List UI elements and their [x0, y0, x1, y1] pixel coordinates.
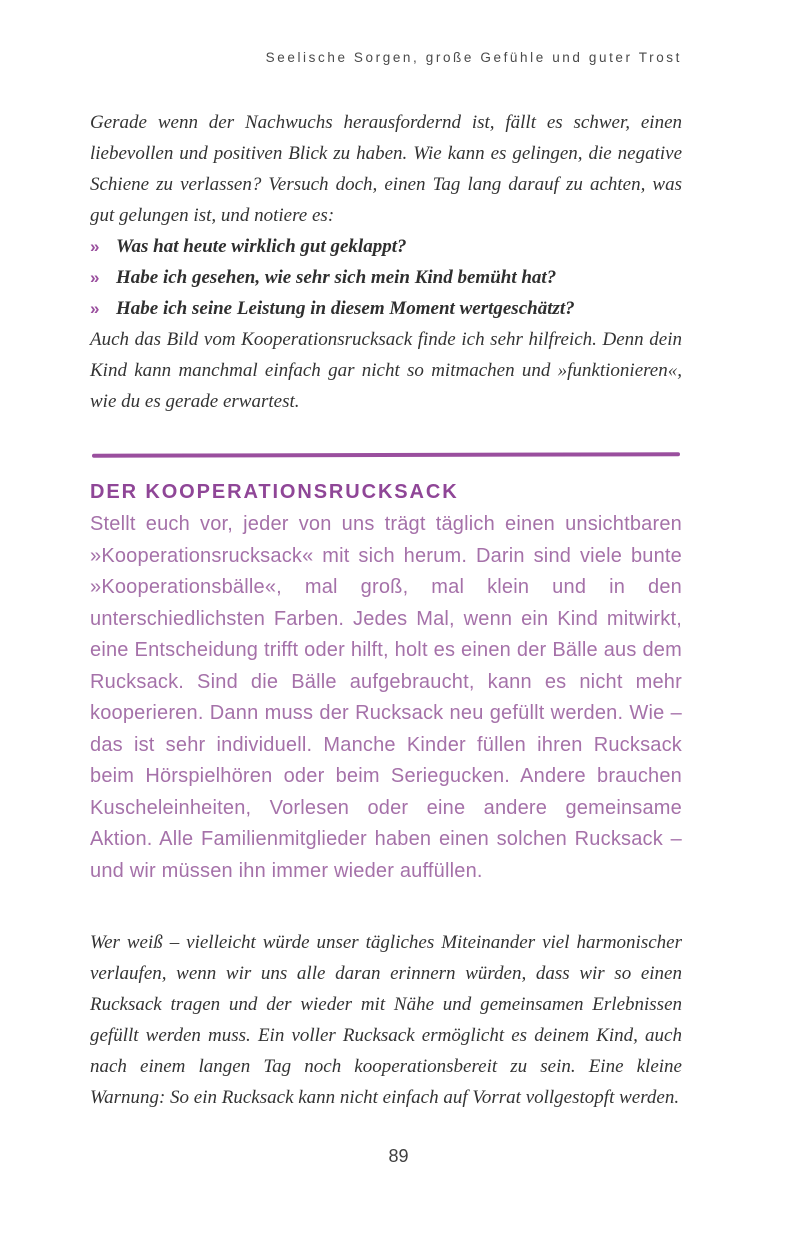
running-header: Seelische Sorgen, große Gefühle und guter Trost	[265, 50, 682, 65]
guillemet-bullet-icon: »	[90, 268, 100, 287]
guillemet-bullet-icon: »	[90, 299, 100, 318]
intro-paragraph: Gerade wenn der Nachwuchs herausfordernd ist, fällt es schwer, einen liebevollen und positiven Blick zu haben. Wie kann es gelingen, die negative Schiene zu verlassen? Versuch doch, einen Tag lang darauf zu achten, was gut gelungen ist, und notiere es:	[90, 112, 682, 226]
page-number: 89	[388, 1146, 409, 1166]
section-divider-line	[92, 452, 680, 458]
section-heading: DER KOOPERATIONSRUCKSACK	[90, 481, 459, 503]
page-content	[90, 0, 682, 1113]
question-list	[90, 231, 682, 324]
intro-closing-paragraph: Auch das Bild vom Kooperationsrucksack finde ich sehr hilfreich. Denn dein Kind kann manchmal einfach gar nicht so mitmachen und »funktionieren«, wie du es gerade erwartest.	[90, 329, 682, 412]
outro-paragraph: Wer weiß – vielleicht würde unser tägliches Miteinander viel harmonischer verlaufen, wenn wir uns alle daran erinnern würden, dass wir so einen Rucksack tragen und der wieder mit Nähe und gemeinsamen Erlebnissen gefüllt werden muss. Ein voller Rucksack ermöglicht es deinem Kind, auch nach einem langen Tag noch kooperationsbereit zu sein. Eine kleine Warnung: So ein Rucksack kann nicht einfach auf Vorrat vollgestopft werden.	[90, 932, 682, 1108]
list-item-text: Habe ich seine Leistung in diesem Moment wertgeschätzt?	[116, 298, 575, 319]
section-body-paragraph: Stellt euch vor, jeder von uns trägt täglich einen unsichtbaren »Kooperationsrucksack« mit sich herum. Darin sind viele bunte »Kooperationsbälle«, mal groß, mal klein und in den unterschiedlichsten Farben. Jedes Mal, wenn ein Kind mitwirkt, eine Entscheidung trifft oder hilft, holt es einen der Bälle aus dem Rucksack. Sind die Bälle aufgebraucht, kann es nicht mehr kooperieren. Dann muss der Rucksack neu gefüllt werden. Wie – das ist sehr individuell. Manche Kinder füllen ihren Rucksack beim Hörspielhören oder beim Seriegucken. Andere brauchen Kuscheleinheiten, Vorlesen oder eine andere gemeinsame Aktion. Alle Familienmitglieder haben einen solchen Rucksack – und wir müssen ihn immer wieder auffüllen.	[90, 513, 682, 882]
list-item-text: Was hat heute wirklich gut geklappt?	[116, 236, 407, 257]
list-item	[90, 293, 682, 324]
list-item	[90, 262, 682, 293]
list-item	[90, 231, 682, 262]
guillemet-bullet-icon: »	[90, 237, 100, 256]
list-item-text: Habe ich gesehen, wie sehr sich mein Kind bemüht hat?	[116, 267, 557, 288]
